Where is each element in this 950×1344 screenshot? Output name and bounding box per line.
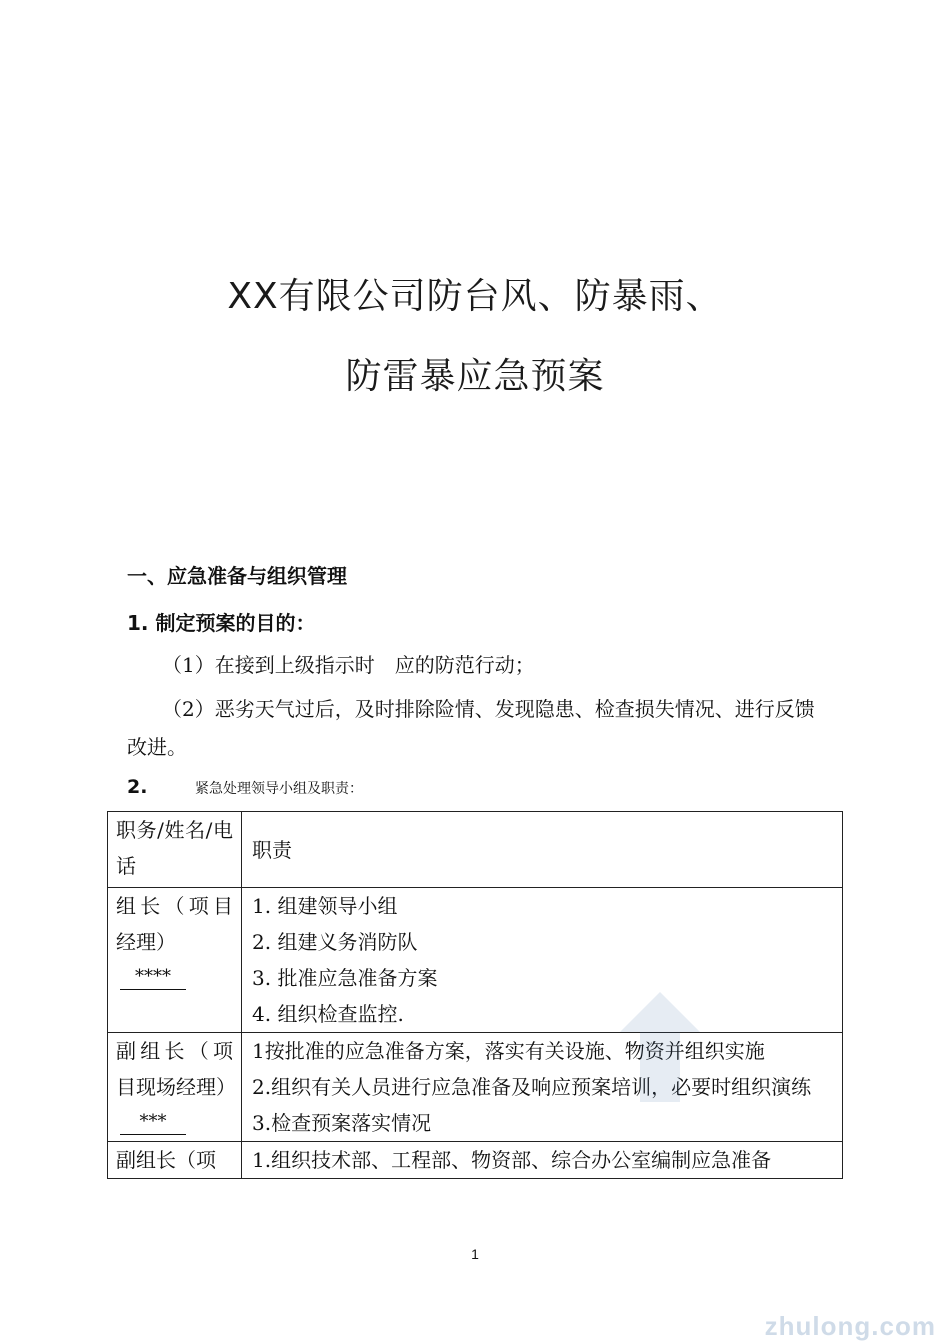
item2-number: 2. — [127, 776, 148, 798]
list-item: 1. 组建领导小组 — [252, 894, 398, 918]
table-row — [108, 1033, 843, 1142]
list-item: 2. 组建义务消防队 — [252, 930, 418, 954]
item1-heading: 1. 制定预案的目的： — [127, 611, 316, 635]
header-col-duties: 职责 — [242, 812, 843, 888]
table-header-row — [108, 812, 843, 888]
row2-name: *** — [120, 1110, 186, 1135]
watermark-logo-icon — [620, 992, 700, 1102]
list-item: 3. 批准应急准备方案 — [252, 966, 438, 990]
row3-duties-cell — [242, 1142, 843, 1179]
row3-role-cell: 副组长（项 — [108, 1142, 242, 1179]
list-item: 3.检查预案落实情况 — [252, 1111, 432, 1135]
row2-duties-cell — [242, 1033, 843, 1142]
list-item: 1按批准的应急准备方案，落实有关设施、物资并组织实施 — [252, 1039, 765, 1063]
item2-heading — [127, 776, 363, 798]
list-item: 1.组织技术部、工程部、物资部、综合办公室编制应急准备 — [252, 1148, 772, 1172]
row1-name: **** — [120, 965, 186, 990]
section1-heading: 一、应急准备与组织管理 — [127, 564, 347, 588]
watermark-text: zhulong.com — [764, 1311, 936, 1341]
header-col-role: 职务/姓名/电话 — [108, 812, 242, 888]
list-item: 2.组织有关人员进行应急准备及响应预案培训，必要时组织演练 — [252, 1075, 812, 1099]
item1-paragraph2: （2）恶劣天气过后，及时排除险情、发现隐患、检查损失情况、进行反馈改进。 — [127, 697, 815, 759]
row2-role-cell — [108, 1033, 242, 1142]
leadership-table — [107, 811, 843, 1179]
row1-role: 组长（项目经理） — [116, 894, 233, 954]
document-title-line1: XX有限公司防台风、防暴雨、 — [227, 276, 723, 317]
item2-text: 紧急处理领导小组及职责： — [195, 781, 363, 797]
table-row — [108, 1142, 843, 1179]
document-title-line2: 防雷暴应急预案 — [345, 356, 605, 397]
list-item: 4. 组织检查监控. — [252, 1002, 404, 1026]
table-row — [108, 888, 843, 1033]
row2-role: 副组长（项目现场经理） — [116, 1039, 236, 1099]
row1-role-cell — [108, 888, 242, 1033]
item1-paragraph1: （1）在接到上级指示时 应的防范行动； — [162, 653, 535, 677]
page-number: 1 — [471, 1246, 479, 1262]
row1-duties-cell — [242, 888, 843, 1033]
